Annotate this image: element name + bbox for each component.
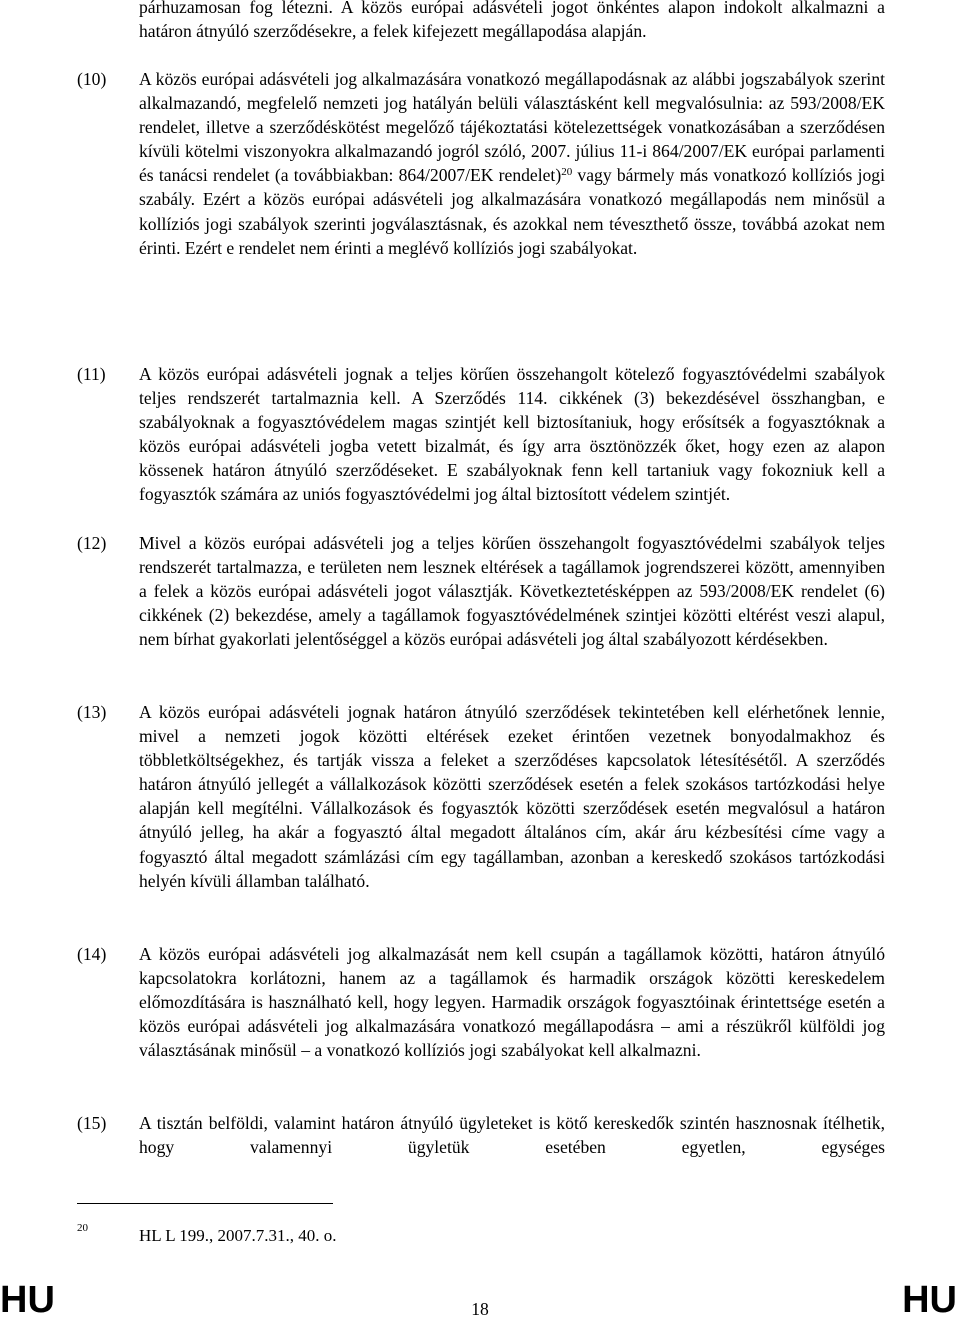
footnote-text: HL L 199., 2007.7.31., 40. o. [139, 1226, 337, 1245]
footnote-reference[interactable]: 20 [561, 166, 573, 179]
paragraph-text: vagy bármely más vonatkozó kollíziós jogi szabály. Ezért a közös európai adásvételi jog alkalmazására vonatkozó megállapodás nem minősül a kollíziós jogi szabályok szerinti jogválasztásnak, és azokkal nem téveszthető össze, továbbá azokat nem érinti. Ezért e rendelet nem érinti a meglévő kollíziós jogi szabályokat. [139, 165, 885, 258]
language-code-right: HU [902, 1279, 957, 1321]
paragraph-number: (13) [77, 702, 107, 722]
paragraph-10 [139, 67, 885, 260]
paragraph-11: A közös európai adásvételi jognak a teljes körűen összehangolt kötelező fogyasztóvédelmi szabályok teljes rendszerét tartalmaznia kell. A Szerződés 114. cikkének (3) bekezdésével összhangban, e szabályoknak a fogyasztóvédelem magas szintjét kell biztosítaniuk, hogy erősítsék a fogyasztóknak a közös európai adásvételi jogba vetett bizalmát, és így arra ösztönözzék őket, hogy ezen az alapon kössenek határon átnyúló szerződéseket. E szabályoknak fenn kell tartaniuk vagy fokozniuk kell a fogyasztók számára az uniós fogyasztóvédelmi jog által biztosított védelem szintjét. [139, 364, 885, 505]
intro-paragraph: párhuzamosan fog létezni. A közös európai adásvételi jogot önkéntes alapon indokolt alkalmazni a határon átnyúló szerződésekre, a felek kifejezett megállapodása alapján. [139, 0, 885, 42]
paragraph-14: A közös európai adásvételi jog alkalmazását nem kell csupán a tagállamok közötti, határon átnyúló kapcsolatokra korlátozni, hanem az a tagállamok és harmadik országok közötti kereskedelem előmozdítására is használható kell, hogy legyen. Harmadik országok fogyasztóinak érintettsége esetén a közös európai adásvételi jog alkalmazására vonatkozó megállapodásra – ami a részükről külföldi jog választásának minősül – a vonatkozó kollíziós jogi szabályokat kell alkalmazni. [139, 944, 885, 1061]
footnote-separator [77, 1203, 333, 1204]
paragraph-13: A közös európai adásvételi jognak határon átnyúló szerződések tekintetében kell elérhetőnek lennie, mivel a nemzeti jogok közötti eltérések ezeket érintően vezetnek bonyodalmakhoz és többletköltségekhez, és tartják vissza a feleket a szerződéses kapcsolatok létesítésétől. A szerződés határon átnyúló jellegét a vállalkozások közötti szerződések esetén a felek szokásos tartózkodási helye alapján kell megítélni. Vállalkozások és fogyasztók közötti szerződések esetén megvalósul a határon átnyúló jelleg, ha akár a fogyasztó által megadott általános cím, akár áru kézbesítési címe vagy a fogyasztó által megadott számlázási cím egy tagállamban, azonban a kereskedő szokásos tartózkodási helyén kívüli államban található. [139, 702, 885, 891]
paragraph-number: (12) [77, 533, 107, 553]
paragraph-number: (15) [77, 1113, 107, 1133]
language-code-left: HU [0, 1279, 55, 1321]
paragraph-12: Mivel a közös európai adásvételi jog a teljes körűen összehangolt fogyasztóvédelmi szabályok teljes rendszerét tartalmazza, e területen nem lesznek eltérések a tagállamok jogrendszerei között, amennyiben a felek a közös európai adásvételi jogot választják. Következtetésképpen az 593/2008/EK rendelet (6) cikkének (2) bekezdése, amely a tagállamok fogyasztóvédelmének szintjei közötti eltérést veszi alapul, nem bírhat gyakorlati jelentőséggel a közös európai adásvételi jog által szabályozott kérdésekben. [139, 533, 885, 650]
paragraph-text: A közös európai adásvételi jog alkalmazására vonatkozó megállapodásnak az alábbi jogszabályok szerint alkalmazandó, megfelelő nemzeti jog hatályán belüli választásként kell megvalósulnia: az 593/2008/EK rendelet, illetve a szerződéskötést megelőző tájékoztatási kötelezettségek vonatkozásában a szerződésen kívüli kötelmi viszonyokra alkalmazandó jogról szóló, 2007. július 11-i 864/2007/EK európai parlamenti és tanácsi rendelet (a továbbiakban: 864/2007/EK rendelet) [139, 69, 885, 186]
page-number: 18 [471, 1299, 489, 1319]
paragraph-number: (10) [77, 69, 107, 89]
paragraph-number: (11) [77, 364, 106, 384]
footnote-mark: 20 [77, 1222, 88, 1234]
paragraph-15: A tisztán belföldi, valamint határon átnyúló ügyleteket is kötő kereskedők szintén hasznosnak ítélhetik, hogy valamennyi ügyletük esetében egyetlen, egységes [139, 1113, 885, 1158]
paragraph-number: (14) [77, 944, 107, 964]
